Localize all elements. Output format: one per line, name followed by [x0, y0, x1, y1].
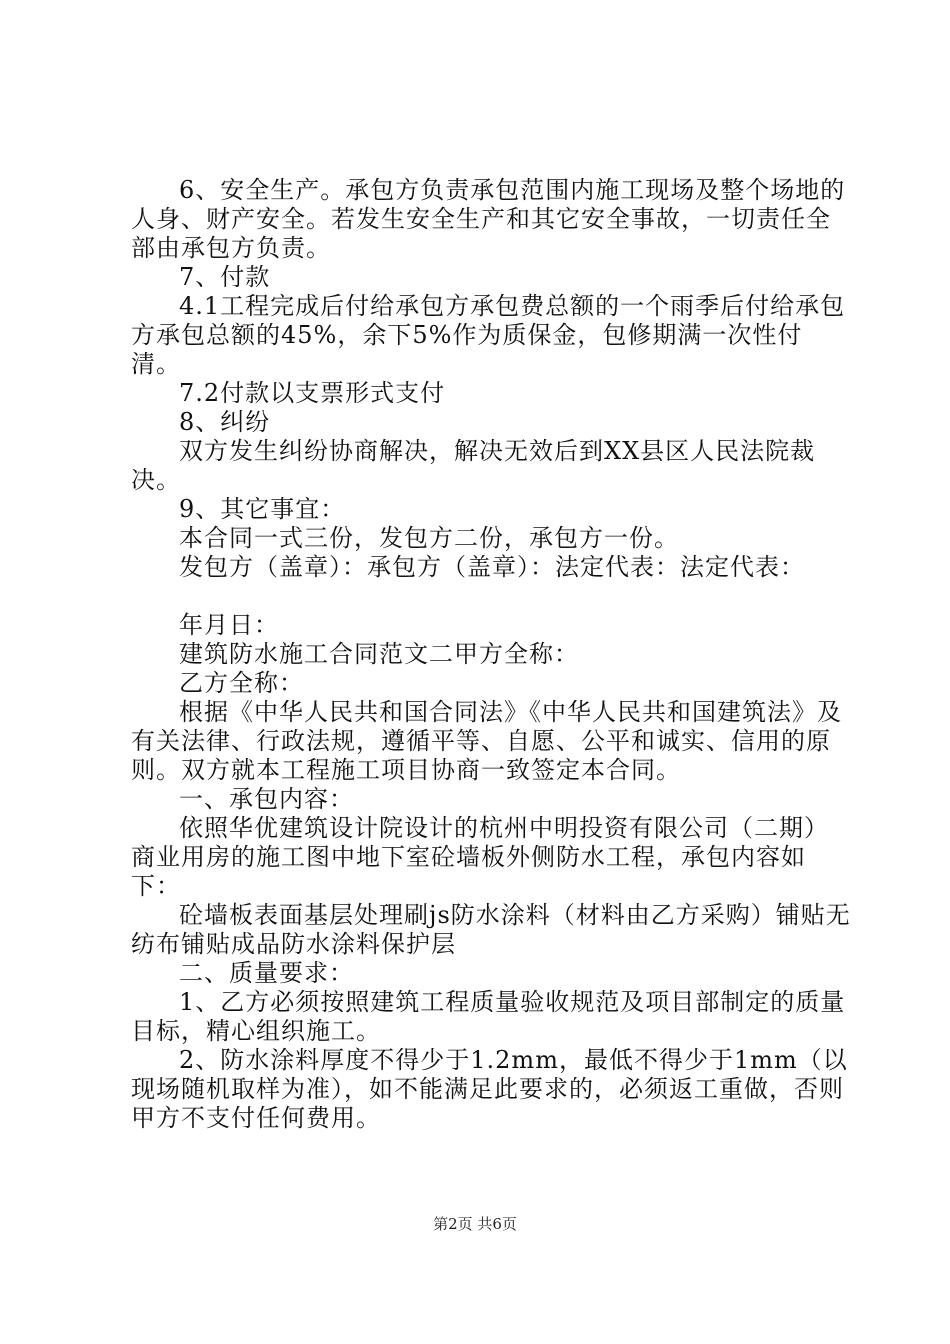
paragraph-safety: 6、安全生产。承包方负责承包范围内施工现场及整个场地的人身、财产安全。若发生安全生产和其它安全事故，一切责任全部由承包方负责。 [131, 176, 846, 262]
paragraph-payment-7-2: 7.2付款以支票形式支付 [179, 379, 446, 407]
page-footer: 第2页 共6页 [433, 1215, 517, 1233]
paragraph-legal-basis: 根据《中华人民共和国合同法》《中华人民共和国建筑法》及有关法律、行政法规，遵循平等、自愿、公平和诚实、信用的原则。双方就本工程施工项目协商一致签定本合同。 [131, 698, 842, 784]
heading-quality: 二、质量要求： [179, 959, 354, 987]
party-b-name: 乙方全称： [179, 669, 304, 697]
paragraph-scope-detail: 依照华优建筑设计院设计的杭州中明投资有限公司（二期）商业用房的施工图中地下室砼墙板外侧防水工程，承包内容如下： [131, 814, 829, 900]
heading-other-matters: 9、其它事宜： [179, 495, 346, 523]
paragraph-dispute: 双方发生纠纷协商解决，解决无效后到XX县区人民法院裁决。 [131, 437, 816, 494]
signature-line: 发包方（盖章）：承包方（盖章）：法定代表：法定代表： [179, 553, 805, 581]
document-body [131, 176, 851, 1133]
heading-payment: 7、付款 [179, 263, 271, 291]
blank-line [131, 582, 851, 611]
paragraph-scope-items: 砼墙板表面基层处理刷js防水涂料（材料由乙方采购）铺贴无纺布铺贴成品防水涂料保护层 [131, 901, 851, 958]
date-line: 年月日： [179, 611, 279, 639]
paragraph-payment-4-1: 4.1工程完成后付给承包方承包费总额的一个雨季后付给承包方承包总额的45%，余下5%作为质保金，包修期满一次性付清。 [131, 292, 846, 378]
contract-two-party-a: 建筑防水施工合同范文二甲方全称： [179, 640, 579, 668]
heading-dispute: 8、纠纷 [179, 408, 271, 436]
paragraph-quality-2: 2、防水涂料厚度不得少于1.2mm，最低不得少于1mm（以现场随机取样为准），如不能满足此要求的，必须返工重做，否则甲方不支付任何费用。 [131, 1046, 848, 1132]
paragraph-copies: 本合同一式三份，发包方二份，承包方一份。 [179, 524, 679, 552]
paragraph-quality-1: 1、乙方必须按照建筑工程质量验收规范及项目部制定的质量目标，精心组织施工。 [131, 988, 846, 1045]
heading-contract-scope: 一、承包内容： [179, 785, 354, 813]
